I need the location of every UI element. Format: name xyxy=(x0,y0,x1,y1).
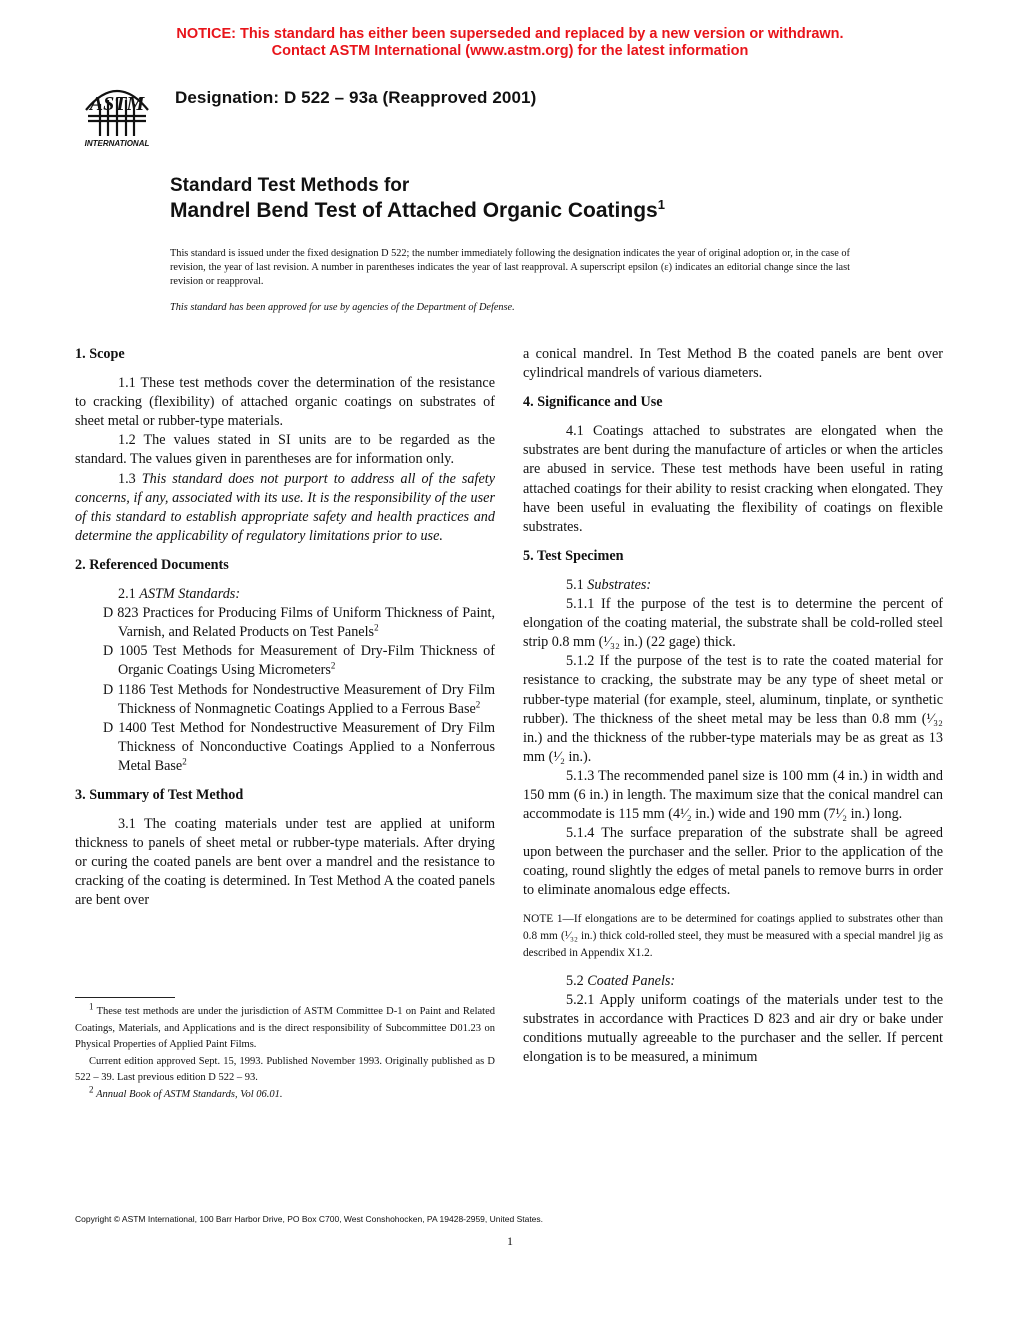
para-2-1: 2.1 ASTM Standards: xyxy=(118,586,241,603)
footnote-2: $^2$ Annual Book of ASTM Standards, Vol 06.01. xyxy=(89,1084,283,1100)
logo-subtext: INTERNATIONAL xyxy=(84,139,150,148)
right-column xyxy=(523,345,943,1067)
designation: Designation: D 522 – 93a (Reapproved 2001) xyxy=(175,88,537,107)
para-5-1: 5.1 Substrates: xyxy=(566,576,652,593)
para-5-1-2: 5.1.2 If the purpose of the test is to rate the coated material for resistance to cracking, the substrate may be any type of sheet metal or rubber-type material (for example, steel, aluminum, tinplate, or synthetic rubber). The thickness of the sheet metal may be less than 0.8 mm (¹⁄₃₂ in.) and the thickness of the rubber-type materials may be as great as 13 mm (¹⁄₂ in.). xyxy=(523,653,943,765)
issuance-statement: This standard is issued under the fixed designation D 522; the number immediately following the designation indicates the year of original adoption or, in the case of revision, the year of last revision. A number in parentheses indicates the year of last reapproval. A superscript epsilon (ε) indicates an editorial change since the last revision or reapproval. xyxy=(170,248,850,288)
reference-d1400: D 1400 Test Method for Nondestructive Measurement of Dry Film Thickness of Nonconductive Coatings Applied to a Nonferrous Metal Base$^2$ xyxy=(103,719,495,774)
copyright: Copyright © ASTM International, 100 Barr Harbor Drive, PO Box C700, West Conshohocken, PA 19428-2959, United States. xyxy=(75,1214,544,1224)
footnote-rule xyxy=(75,997,175,998)
para-1-1: 1.1 These test methods cover the determination of the resistance to cracking (flexibility) of attached organic coatings on substrates of sheet metal or rubber-type materials. xyxy=(75,375,495,430)
footnote-1-edition: Current edition approved Sept. 15, 1993. Published November 1993. Originally published as D 522 – 39. Last previous edition D 522 – 93. xyxy=(75,1055,495,1083)
para-5-2: 5.2 Coated Panels: xyxy=(566,972,676,989)
section-3-heading: 3. Summary of Test Method xyxy=(75,786,244,803)
para-5-1-1: 5.1.1 If the purpose of the test is to determine the percent of elongation of the coating material, the substrate shall be cold-rolled steel strip 0.8 mm (¹⁄₃₂ in.) (22 gage) thick. xyxy=(523,596,943,651)
title-footnote-mark: 1 xyxy=(657,197,665,212)
section-2-heading: 2. Referenced Documents xyxy=(75,556,229,573)
para-4-1: 4.1 Coatings attached to substrates are elongated when the substrates are bent during the manufacture of articles or when the articles are abused in service. These test methods have been useful in rating attached coatings for their ability to resist cracking when elongated. They have been useful in evaluating the flexibility of coatings on flexible substrates. xyxy=(523,423,943,535)
para-5-1-4: 5.1.4 The surface preparation of the substrate shall be agreed upon between the purchaser and the seller. Prior to the application of the coating, round slightly the edges of metal panels to remove burrs in order to eliminate anomalous edge effects. xyxy=(523,825,943,899)
footnotes xyxy=(75,1001,495,1103)
title-line-2: Mandrel Bend Test of Attached Organic Coatings$^1$ xyxy=(170,197,665,222)
left-column xyxy=(75,345,495,911)
notice-line-1: NOTICE: This standard has either been superseded and replaced by a new version or withdrawn. xyxy=(176,26,844,42)
section-4-heading: 4. Significance and Use xyxy=(523,394,663,411)
reference-d823: D 823 Practices for Producing Films of Uniform Thickness of Paint, Varnish, and Related Products on Test Panels$^2$ xyxy=(103,605,495,641)
para-3-1: 3.1 The coating materials under test are applied at uniform thickness to panels of sheet metal or rubber-type materials. After drying or curing the coated panels are bent over a mandrel and the resistance to cracking of the coating is determined. In Test Method A the coated panels are bent over xyxy=(75,816,495,909)
logo-text: ASTM xyxy=(89,93,145,115)
para-3-1-continued: a conical mandrel. In Test Method B the coated panels are bent over cylindrical mandrels of various diameters. xyxy=(523,346,943,382)
footnote-1: $^1$ These test methods are under the jurisdiction of ASTM Committee D-1 on Paint and Related Coatings, Materials, and Applications and is the direct responsibility of Subcommittee D01.23 on Physical Properties of Applied Paint Films. xyxy=(75,1001,495,1050)
dod-approval: This standard has been approved for use by agencies of the Department of Defense. xyxy=(170,302,515,313)
reference-d1005: D 1005 Test Methods for Measurement of Dry-Film Thickness of Organic Coatings Using Micrometers$^2$ xyxy=(103,643,495,679)
title-line-1: Standard Test Methods for xyxy=(170,175,410,196)
para-1-2: 1.2 The values stated in SI units are to be regarded as the standard. The values given in parentheses are for information only. xyxy=(75,432,495,468)
document-title xyxy=(170,174,665,224)
para-5-2-1: 5.2.1 Apply uniform coatings of the materials under test to the substrates in accordance with Practices D 823 and air dry or bake under conditions mutually agreeable to the purchaser and the seller. If percent elongation is to be measured, a minimum xyxy=(523,991,943,1065)
notice-line-2: Contact ASTM International (www.astm.org) for the latest information xyxy=(271,43,749,59)
section-1-heading: 1. Scope xyxy=(75,346,125,362)
page-number: 1 xyxy=(507,1234,513,1248)
withdrawal-notice xyxy=(0,26,1020,60)
reference-d1186: D 1186 Test Methods for Nondestructive Measurement of Dry Film Thickness of Nonmagnetic Coatings Applied to a Ferrous Base$^2$ xyxy=(103,681,495,717)
para-5-1-3: 5.1.3 The recommended panel size is 100 mm (4 in.) in width and 150 mm (6 in.) in length. The maximum size that the conical mandrel can accommodate is 115 mm (4¹⁄₂ in.) wide and 190 mm (7¹⁄₂ in.) long. xyxy=(523,767,943,823)
para-1-3: 1.3 This standard does not purport to address all of the safety concerns, if any, associated with its use. It is the responsibility of the user of this standard to establish appropriate safety and health practices and determine the applicability of regulatory limitations prior to use. xyxy=(75,470,495,544)
astm-logo-icon xyxy=(72,74,162,150)
section-5-heading: 5. Test Specimen xyxy=(523,547,624,564)
note-1: NOTE 1—If elongations are to be determined for coatings applied to substrates other than 0.8 mm (¹⁄₃₂ in.) thick cold-rolled steel, they must be measured with a special mandrel jig as described in Appendix X1.2. xyxy=(523,912,943,959)
